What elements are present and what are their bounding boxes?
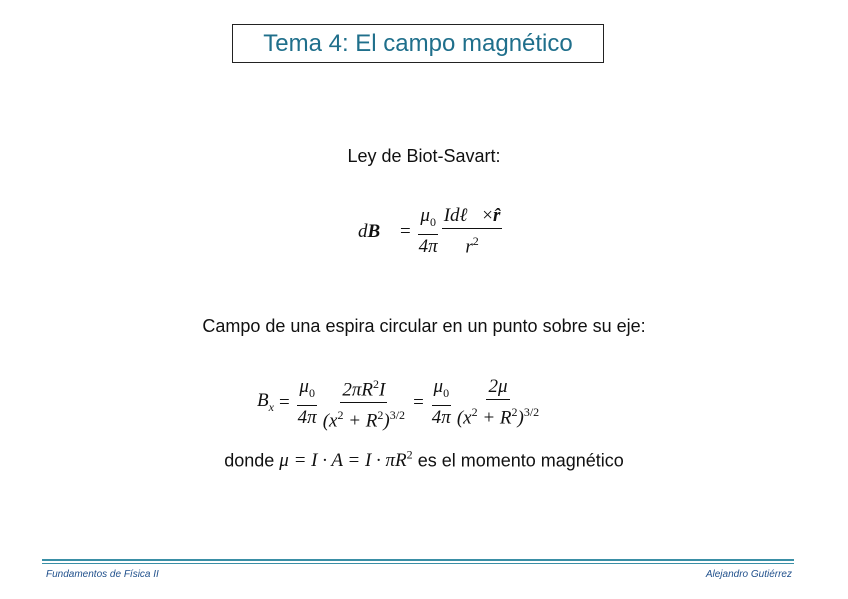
bx-fraction-moment: $\frac{2\mu}{(x^2 + R^2)^{3/2}}$ xyxy=(456,376,540,429)
footer-rule-top xyxy=(42,559,794,561)
bx-fraction-current: $\frac{2\pi R^2I}{(x^2 + R^2)^{3/2}}$ xyxy=(321,373,407,433)
footer-course: Fundamentos de Física II xyxy=(46,569,159,580)
biot-savart-equation: dB⃗ = $\frac{\mu_0}{4\pi}$ $\frac{\text{Idℓ⃗×r̂}}{r^2}$ xyxy=(358,205,501,258)
donde-prefix: donde xyxy=(224,450,275,471)
bx-fraction-mu-2: $\frac{\mu_0}{4\pi}$ xyxy=(431,376,451,429)
magnetic-moment-definition xyxy=(0,448,848,472)
donde-suffix: es el momento magnético xyxy=(417,450,624,471)
bx-fraction-mu-1: $\frac{\mu_0}{4\pi}$ xyxy=(297,376,317,429)
slide-title: Tema 4: El campo magnético xyxy=(263,29,573,57)
biot-lhs: dB⃗ xyxy=(358,220,395,242)
biot-fraction-element: $\frac{\text{Idℓ⃗×r̂}}{r^2}$ xyxy=(443,205,501,258)
biot-fraction-mu: $\frac{\mu_0}{4\pi}$ xyxy=(418,205,438,258)
biot-savart-heading: Ley de Biot-Savart: xyxy=(347,146,501,166)
bx-equation: $B_x$ = $\frac{\mu_0}{4\pi}$ $\frac{2\pi R^2I}{(x^2 + R^2)^{3/2}}$ = $\frac{\mu_0}{4\pi}$ $\frac{2\mu}{(x^2 + R^2)^{3/2}}$ xyxy=(257,373,542,433)
magnetic-moment-formula: $\mu = I \cdot A = I \cdot \pi R^2$ xyxy=(279,448,413,472)
slide-title-box xyxy=(232,24,604,63)
espira-heading: Campo de una espira circular en un punto sobre su eje: xyxy=(202,316,646,336)
footer-rule-bottom xyxy=(42,563,794,564)
footer-author: Alejandro Gutiérrez xyxy=(705,569,792,580)
bx-lhs: $B_x$ xyxy=(257,390,274,415)
